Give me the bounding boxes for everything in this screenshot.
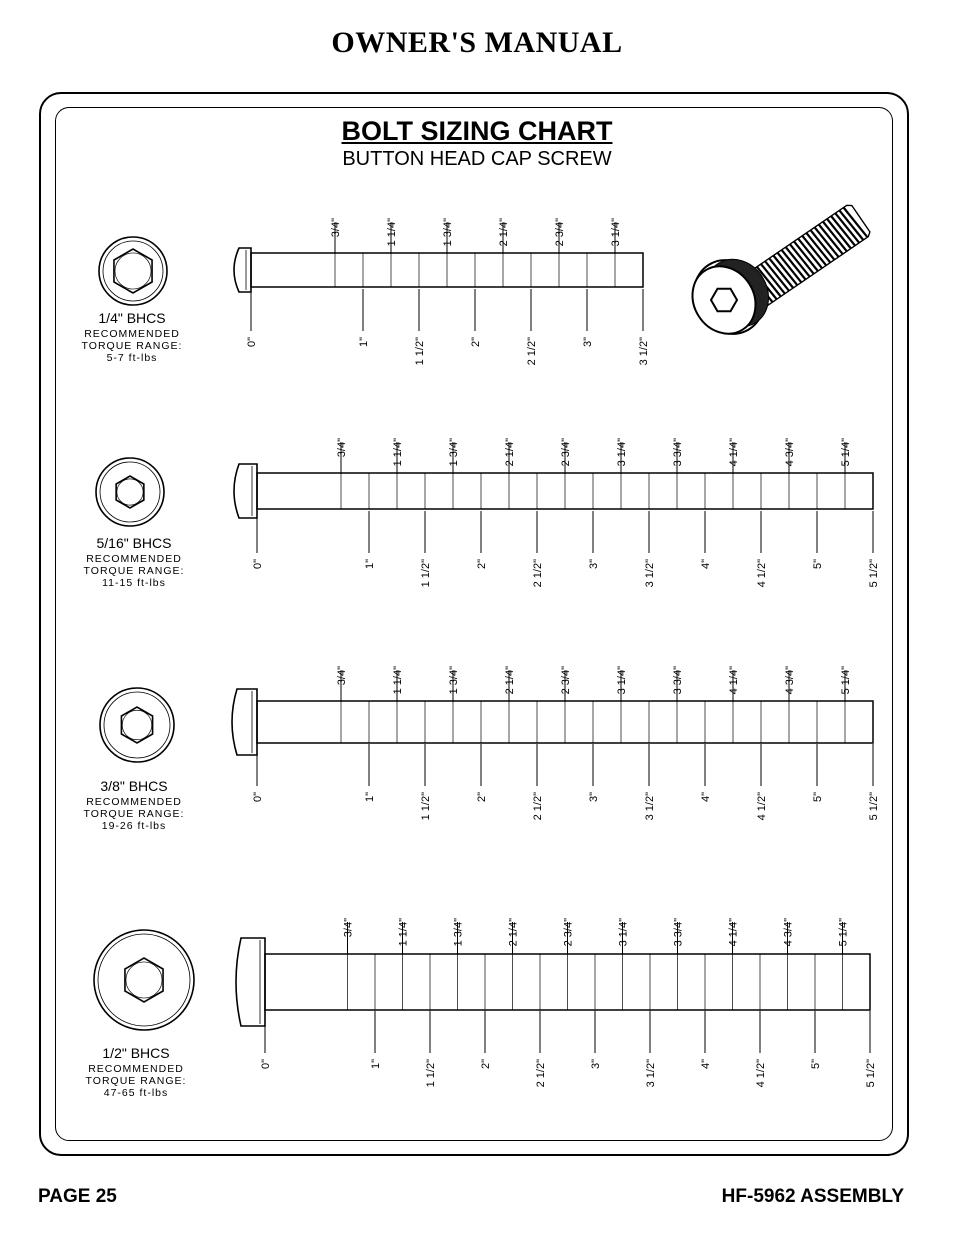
bolt-caption-2: [44, 778, 224, 832]
tick-label-top: 3 3/4": [672, 918, 685, 947]
bolt-caption-0: [42, 310, 222, 364]
torque-value: 5-7 ft-lbs: [106, 352, 158, 364]
tick-label-top: 1 3/4": [442, 218, 454, 247]
bolt-end-view-icon: [94, 930, 194, 1030]
bolt-caption-3: [46, 1045, 226, 1099]
hex-socket-icon: [116, 476, 144, 508]
tick-label-bottom: 2 1/2": [532, 559, 544, 588]
tick-label-bottom: 1": [364, 792, 376, 803]
tick-label-bottom: 1 1/2": [414, 337, 426, 366]
bolt-size-label: 1/4" BHCS: [98, 310, 166, 326]
torque-range-label: TORQUE RANGE:: [83, 808, 185, 820]
chart-subtitle: BUTTON HEAD CAP SCREW: [342, 148, 612, 170]
tick-label-top: 1 3/4": [448, 438, 460, 467]
page-title: OWNER'S MANUAL: [331, 26, 623, 59]
tick-label-bottom: 2": [476, 792, 488, 803]
tick-label-bottom: 2 1/2": [535, 1059, 547, 1088]
torque-value: 19-26 ft-lbs: [101, 820, 167, 832]
tick-label-top: 3 1/4": [610, 218, 622, 247]
tick-label-top: 1 1/4": [386, 218, 398, 247]
tick-label-top: 4 1/4": [728, 438, 740, 467]
chart-title: BOLT SIZING CHART: [341, 116, 613, 146]
tick-label-top: 2 3/4": [560, 666, 572, 695]
tick-label-bottom: 2 1/2": [526, 337, 538, 366]
tick-label-bottom: 1 1/2": [420, 792, 432, 821]
tick-label-top: 3 1/4": [617, 918, 630, 947]
tick-label-top: 4 1/4": [728, 666, 740, 695]
tick-label-bottom: 0": [252, 792, 264, 803]
bolt-end-view-icon: [99, 237, 167, 305]
tick-label-bottom: 5": [812, 559, 824, 570]
tick-label-bottom: 5 1/2": [868, 792, 880, 821]
bolt-head: [236, 938, 265, 1026]
recommended-label: RECOMMENDED: [86, 796, 182, 808]
hex-socket-icon: [114, 249, 152, 293]
bolt-end-view-icon: [96, 458, 164, 526]
tick-label-bottom: 0": [246, 337, 258, 348]
tick-label-top: 2 1/4": [507, 918, 520, 947]
tick-label-bottom: 1 1/2": [420, 559, 432, 588]
tick-label-bottom: 0": [252, 559, 264, 570]
bolt-head: [232, 689, 257, 755]
tick-label-bottom: 3 1/2": [644, 792, 656, 821]
tick-label-top: 5 1/4": [840, 666, 852, 695]
recommended-label: RECOMMENDED: [88, 1063, 184, 1075]
tick-label-top: 1 1/4": [392, 666, 404, 695]
tick-label-top: 1 1/4": [392, 438, 404, 467]
tick-label-top: 3/4": [330, 218, 342, 238]
tick-label-top: 4 3/4": [782, 918, 795, 947]
tick-label-top: 2 3/4": [560, 438, 572, 467]
torque-value: 11-15 ft-lbs: [102, 577, 166, 589]
tick-label-bottom: 2 1/2": [532, 792, 544, 821]
tick-label-top: 4 3/4": [784, 438, 796, 467]
tick-label-top: 5 1/4": [840, 438, 852, 467]
tick-label-top: 4 3/4": [784, 666, 796, 695]
bolt-size-label: 1/2" BHCS: [102, 1045, 170, 1061]
tick-label-top: 3 3/4": [672, 438, 684, 467]
hex-socket-icon: [121, 707, 152, 743]
recommended-label: RECOMMENDED: [84, 328, 180, 340]
tick-label-bottom: 3 1/2": [645, 1059, 657, 1088]
tick-label-bottom: 2": [470, 337, 482, 348]
tick-label-top: 3 1/4": [616, 438, 628, 467]
bolt-head: [234, 248, 251, 292]
bolt-head: [234, 464, 257, 518]
hex-socket-inner: [115, 253, 151, 289]
bolt-end-view-icon: [100, 688, 174, 762]
bolt-end-rim: [104, 692, 170, 758]
tick-label-top: 3/4": [342, 918, 355, 938]
tick-label-bottom: 4": [700, 792, 712, 803]
tick-label-top: 2 1/4": [504, 666, 516, 695]
tick-label-top: 1 1/4": [397, 918, 410, 947]
page-number: PAGE 25: [38, 1186, 117, 1207]
hex-socket-inner: [122, 710, 152, 740]
tick-label-bottom: 4 1/2": [756, 559, 768, 588]
tick-label-top: 2 1/4": [504, 438, 516, 467]
tick-label-bottom: 2": [480, 1059, 492, 1070]
tick-label-bottom: 3 1/2": [638, 337, 650, 366]
hex-socket-icon: [125, 958, 163, 1002]
torque-range-label: TORQUE RANGE:: [85, 1075, 187, 1087]
hex-socket-inner: [117, 479, 143, 505]
tick-label-bottom: 1 1/2": [425, 1059, 437, 1088]
screw-hex-socket: [711, 289, 737, 312]
button-head-screw-illustration-icon: [680, 205, 870, 347]
torque-range-label: TORQUE RANGE:: [81, 340, 183, 352]
tick-label-bottom: 0": [260, 1059, 272, 1070]
tick-label-bottom: 3": [590, 1059, 602, 1070]
tick-label-top: 5 1/4": [837, 918, 850, 947]
tick-label-top: 2 3/4": [554, 218, 566, 247]
tick-label-bottom: 3": [582, 337, 594, 348]
tick-label-top: 3 3/4": [672, 666, 684, 695]
tick-label-bottom: 1": [370, 1059, 382, 1070]
tick-label-bottom: 1": [364, 559, 376, 570]
tick-label-bottom: 3 1/2": [644, 559, 656, 588]
tick-label-bottom: 4 1/2": [755, 1059, 767, 1088]
tick-label-top: 2 3/4": [562, 918, 575, 947]
tick-label-bottom: 1": [358, 337, 370, 348]
tick-label-bottom: 3": [588, 559, 600, 570]
recommended-label: RECOMMENDED: [86, 553, 182, 565]
tick-label-bottom: 4": [700, 559, 712, 570]
tick-label-bottom: 5": [810, 1059, 822, 1070]
torque-value: 47-65 ft-lbs: [103, 1087, 169, 1099]
bolt-caption-1: [44, 535, 224, 589]
tick-label-top: 3 1/4": [616, 666, 628, 695]
bolt-size-label: 3/8" BHCS: [100, 778, 168, 794]
tick-label-top: 1 3/4": [448, 666, 460, 695]
bolt-end-rim: [103, 241, 163, 301]
bolt-end-rim: [100, 462, 160, 522]
hex-socket-inner: [126, 962, 162, 998]
tick-label-bottom: 5 1/2": [865, 1059, 877, 1088]
tick-label-bottom: 5": [812, 792, 824, 803]
tick-label-top: 2 1/4": [498, 218, 510, 247]
tick-label-bottom: 4": [700, 1059, 712, 1070]
tick-label-bottom: 2": [476, 559, 488, 570]
tick-label-bottom: 4 1/2": [756, 792, 768, 821]
model-assembly-label: HF-5962 ASSEMBLY: [721, 1186, 904, 1207]
tick-label-top: 3/4": [336, 438, 348, 458]
tick-label-bottom: 5 1/2": [868, 559, 880, 588]
tick-label-top: 4 1/4": [727, 918, 740, 947]
bolt-size-label: 5/16" BHCS: [96, 535, 172, 551]
tick-label-top: 3/4": [336, 666, 348, 686]
bolt-end-rim: [98, 934, 190, 1026]
tick-label-top: 1 3/4": [452, 918, 465, 947]
torque-range-label: TORQUE RANGE:: [83, 565, 185, 577]
tick-label-bottom: 3": [588, 792, 600, 803]
